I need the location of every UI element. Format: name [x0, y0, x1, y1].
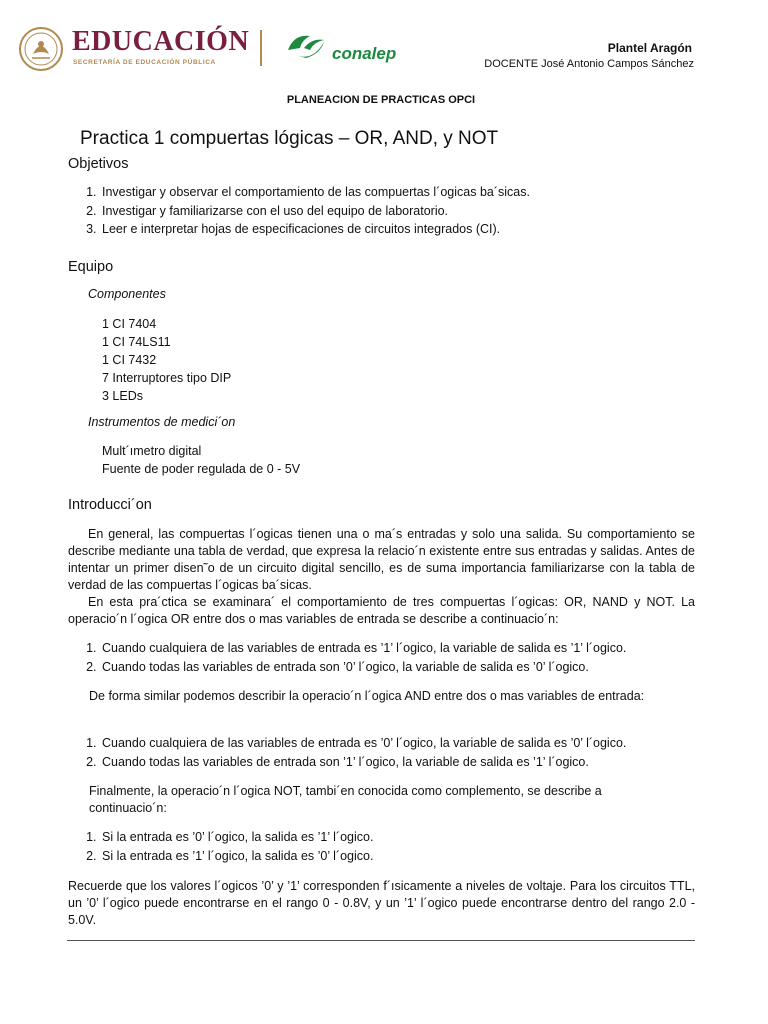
objetivos-list	[68, 183, 720, 239]
list-item: 1. Si la entrada es ’0’ l´ogico, la salida es ’1’ l´ogico.	[100, 828, 720, 847]
list-item: 1. Cuando cualquiera de las variables de entrada es ’1’ l´ogico, la variable de salida es ’1’ l´ogico.	[100, 639, 720, 658]
instrumentos-list	[102, 442, 300, 478]
docente-label: DOCENTE José Antonio Campos Sánchez	[484, 58, 694, 70]
list-item: 1 CI 74LS11	[102, 335, 171, 349]
edu-subtitle: SECRETARÍA DE EDUCACIÓN PÚBLICA	[73, 59, 216, 66]
componentes-list	[102, 315, 231, 405]
list-item: 2. Si la entrada es ’1’ l´ogico, la salida es ’0’ l´ogico.	[100, 847, 720, 866]
intro-paragraph-2: En esta pra´ctica se examinara´ el comportamiento de tres compuertas l´ogicas: OR, NAND y NOT. La operacio´n l´ogica OR entre dos o mas variables de entrada se describe a continuacio´n:	[68, 595, 695, 626]
intro-paragraph-1: En general, las compuertas l´ogicas tienen una o ma´s entradas y solo una salida. Su comportamiento se describe mediante una tabla de verdad, que expresa la relacio´n existente entre sus entradas y salidas. Antes de intentar un primer disen˜o de un circuito digital sencillo, es de suma importancia familiarizarse con la tabla de verdad de las compuertas l´ogicas ba´sicas.	[68, 527, 695, 592]
list-item: 2. Investigar y familiarizarse con el uso del equipo de laboratorio.	[100, 202, 720, 221]
list-item: 1 CI 7404	[102, 317, 157, 331]
objetivos-heading: Objetivos	[68, 156, 129, 172]
list-item: 7 Interruptores tipo DIP	[102, 371, 232, 385]
list-item: Fuente de poder regulada de 0 - 5V	[102, 462, 301, 476]
list-item: 3. Leer e interpretar hojas de especificaciones de circuitos integrados (CI).	[100, 220, 720, 239]
page-header	[14, 20, 754, 80]
componentes-label: Componentes	[88, 287, 166, 301]
list-item: 1 CI 7432	[102, 353, 157, 367]
list-item: 1. Investigar y observar el comportamiento de las compuertas l´ogicas ba´sicas.	[100, 183, 720, 202]
header-divider	[260, 30, 262, 66]
intro-paragraph-4: Finalmente, la operacio´n l´ogica NOT, tambi´en conocida como complemento, se describe a continuacio´n:	[89, 784, 602, 815]
practice-title: Practica 1 compuertas lógicas – OR, AND, y NOT	[80, 128, 499, 149]
list-item: 2. Cuando todas las variables de entrada son ’1’ l´ogico, la variable de salida es ’1’ l´ogico.	[100, 753, 720, 772]
planeacion-title: PLANEACION DE PRACTICAS OPCI	[286, 94, 476, 106]
mexico-seal-icon	[18, 26, 64, 72]
list-item: 1. Cuando cualquiera de las variables de entrada es ’0’ l´ogico, la variable de salida es ’0’ l´ogico.	[100, 734, 720, 753]
intro-paragraph-3: De forma similar podemos describir la operacio´n l´ogica AND entre dos o mas variables de entrada:	[89, 689, 645, 703]
list-item: 2. Cuando todas las variables de entrada son ’0’ l´ogico, la variable de salida es ’0’ l´ogico.	[100, 658, 720, 677]
or-list	[68, 639, 720, 676]
and-list	[68, 734, 720, 771]
edu-title: EDUCACIÓN	[72, 26, 250, 57]
list-item: Mult´ımetro digital	[102, 444, 202, 458]
not-list	[68, 828, 720, 865]
intro-paragraph-5: Recuerde que los valores l´ogicos ’0’ y ’1’ corresponden f´ısicamente a niveles de voltaje. Para los circuitos TTL, un ’0’ l´ogico puede encontrarse en el rango 0 - 0.8V, y un ’1’ l´ogico puede encontrarse dentro del rango 2.0 - 5.0V.	[68, 879, 695, 927]
equipo-heading: Equipo	[68, 259, 114, 275]
footer-rule	[67, 940, 695, 941]
list-item: 3 LEDs	[102, 389, 143, 403]
plantel-label: Plantel Aragón	[607, 41, 692, 55]
conalep-logo-icon	[284, 30, 332, 62]
conalep-wordmark: conalep	[332, 44, 397, 63]
instrumentos-label: Instrumentos de medici´on	[88, 415, 236, 429]
introduccion-heading: Introducci´on	[68, 497, 152, 513]
